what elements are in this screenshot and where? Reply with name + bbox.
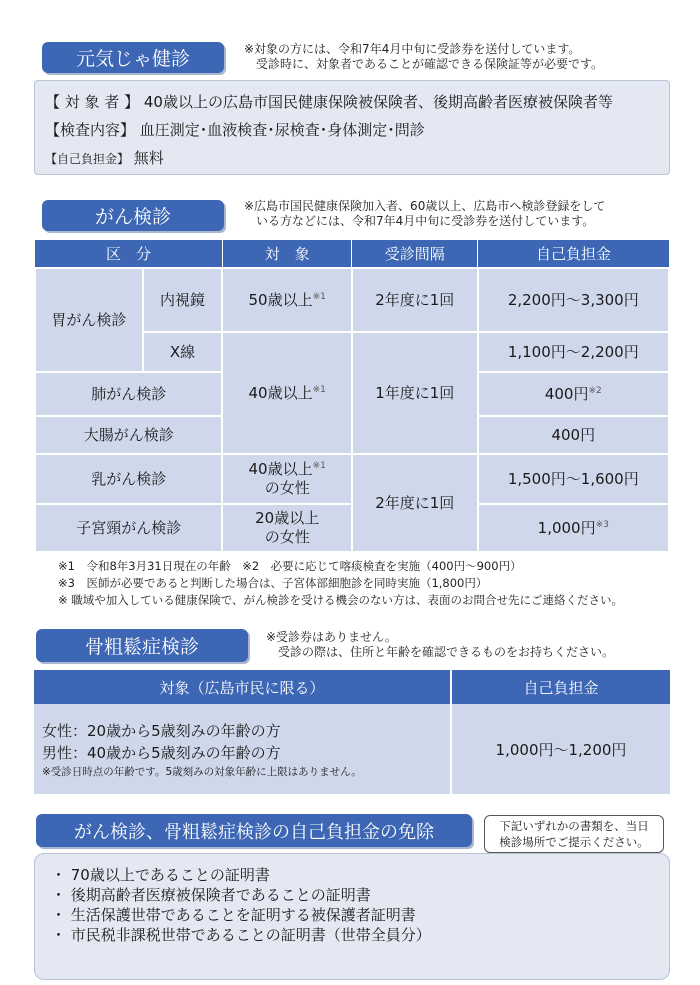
header-interval: 受診間隔 xyxy=(352,240,478,268)
every1-interval: 1年度に1回 xyxy=(352,332,478,454)
table-row xyxy=(35,268,669,332)
genki-section-title: 元気じゃ健診 xyxy=(42,42,224,73)
gan-table-header xyxy=(35,240,669,268)
stomach-endo-cost: 2,200円～3,300円 xyxy=(478,268,669,332)
cervix-label: 子宮頸がん検診 xyxy=(35,504,222,552)
menjo-bubble-note: 下記いずれかの書類を、当日 検診場所でご提示ください。 xyxy=(484,815,664,853)
lung-label: 肺がん検診 xyxy=(35,372,222,416)
kotsu-small-note: ※受診日時点の年齢です。5歳刻みの対象年齢に上限はありません。 xyxy=(42,766,362,778)
header-cost: 自己負担金 xyxy=(478,240,669,268)
kotsu-male: 男性：40歳から5歳刻みの年齢の方 xyxy=(42,744,281,762)
gan-section-title: がん検診 xyxy=(42,200,224,231)
header-target: 対 象 xyxy=(222,240,352,268)
list-item: ・ 市民税非課税世帯であることの証明書（世帯全員分） xyxy=(51,926,431,944)
colon-label: 大腸がん検診 xyxy=(35,416,222,454)
genki-content-value: 血圧測定･血液検査･尿検査･身体測定･問診 xyxy=(139,121,425,139)
genki-content-row xyxy=(45,119,425,140)
stomach-endo-target: 50歳以上$^{※1}$ xyxy=(222,268,352,332)
menjo-section-title: がん検診、骨粗鬆症検診の自己負担金の免除 xyxy=(36,814,472,847)
menjo-list-box xyxy=(34,853,670,980)
breast-label: 乳がん検診 xyxy=(35,454,222,504)
genki-info-box xyxy=(34,80,670,175)
breast-target: 40歳以上$^{※1}$ の女性 xyxy=(222,454,352,504)
xray-label: X線 xyxy=(143,332,223,372)
genki-note: ※対象の方には、令和7年4月中旬に受診券を送付しています。 受診時に、対象者であることが確認できる保険証等が必要です。 xyxy=(244,42,604,71)
kotsu-note: ※受診券はありません。 受診の際は、住所と年齢を確認できるものをお持ちください。 xyxy=(266,630,615,659)
genki-cost-label: 【自己負担金】 xyxy=(45,152,130,166)
gan-note: ※広島市国民健康保険加入者、60歳以上、広島市へ検診登録をして いる方などには、令和7年4月中旬に受診券を送付しています。 xyxy=(244,199,606,228)
genki-cost-row xyxy=(45,147,164,168)
stomach-endo-interval: 2年度に1回 xyxy=(352,268,478,332)
kotsu-table xyxy=(34,670,670,794)
stomach-xray-cost: 1,100円～2,200円 xyxy=(478,332,669,372)
gan-footnote-1: ※1 令和8年3月31日現在の年齢 ※2 必要に応じて喀痰検査を実施（400円～900円） xyxy=(58,559,522,573)
kotsu-header-cost: 自己負担金 xyxy=(452,670,670,704)
lung-cost: 400円$^{※2}$ xyxy=(478,372,669,416)
age40-target: 40歳以上$^{※1}$ xyxy=(222,332,352,454)
endoscope-label: 内視鏡 xyxy=(143,268,223,332)
kotsu-section-title: 骨粗鬆症検診 xyxy=(36,629,248,662)
gan-footnote-2: ※3 医師が必要であると判断した場合は、子宮体部細胞診を同時実施（1,800円） xyxy=(58,576,488,590)
colon-cost: 400円 xyxy=(478,416,669,454)
every2-interval: 2年度に1回 xyxy=(352,454,478,552)
list-item: ・ 生活保護世帯であることを証明する被保護者証明書 xyxy=(51,906,416,924)
table-row xyxy=(35,454,669,504)
genki-content-label: 【検査内容】 xyxy=(45,121,136,139)
genki-target-value: 40歳以上の広島市国民健康保険被保険者、後期高齢者医療被保険者等 xyxy=(143,93,613,111)
kotsu-header-target: 対象（広島市民に限る） xyxy=(34,670,450,704)
list-item: ・ 70歳以上であることの証明書 xyxy=(51,866,270,884)
cervix-cost: 1,000円$^{※3}$ xyxy=(478,504,669,552)
kotsu-cost-cell: 1,000円～1,200円 xyxy=(452,704,670,794)
breast-cost: 1,500円～1,600円 xyxy=(478,454,669,504)
kotsu-female: 女性：20歳から5歳刻みの年齢の方 xyxy=(42,722,281,740)
cervix-target: 20歳以上 の女性 xyxy=(222,504,352,552)
genki-cost-value: 無料 xyxy=(133,149,164,167)
header-category: 区 分 xyxy=(35,240,222,268)
gan-table xyxy=(34,240,670,553)
genki-target-label: 【 対 象 者 】 xyxy=(45,93,140,111)
gan-footnote-3: ※ 職域や加入している健康保険で、がん検診を受ける機会のない方は、表面のお問合せ先にご連絡ください。 xyxy=(58,593,624,607)
stomach-label: 胃がん検診 xyxy=(35,268,143,372)
list-item: ・ 後期高齢者医療被保険者であることの証明書 xyxy=(51,886,371,904)
kotsu-target-cell xyxy=(34,704,450,794)
genki-target-row xyxy=(45,91,613,112)
